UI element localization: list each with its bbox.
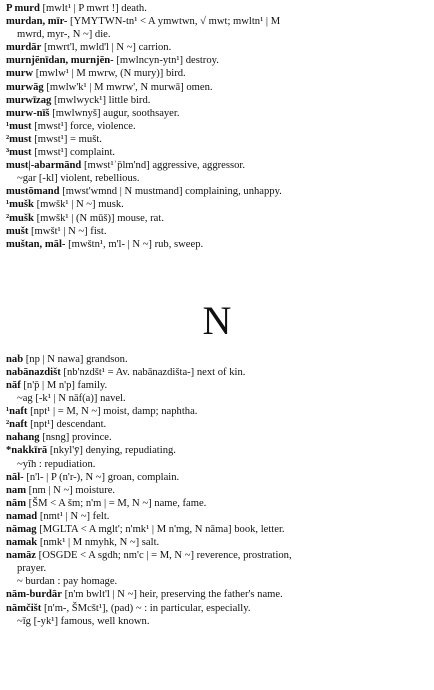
headword: nām-burdār	[6, 589, 62, 601]
entry-definition: [npt¹ | = M, N ~] moist, damp; naphtha.	[27, 406, 198, 418]
headword: murnjēnīdan, murnjēn-	[6, 55, 114, 67]
entry-definition: [mwst¹] force, violence.	[31, 120, 136, 132]
entry-definition: [OSGDE < A sgdh; nm'c | = M, N ~] reverence, prostration,	[36, 550, 292, 562]
entry-definition: [mwst¹ʾp̄lm'nd] aggressive, aggressor.	[81, 160, 245, 172]
headword: murw	[6, 68, 34, 80]
dictionary-entry	[6, 120, 428, 133]
dictionary-entry	[6, 510, 428, 523]
headword: ¹naft	[6, 406, 28, 418]
headword: nāl-	[6, 471, 24, 483]
continuation-text: ~ag [-k¹ | N nāf(a)] navel.	[17, 393, 126, 405]
dictionary-entry	[6, 379, 428, 392]
entry-definition: [mwst¹] complaint.	[31, 147, 116, 159]
entry-definition: [n'm bwlt'l | N ~] heir, preserving the father's name.	[61, 589, 283, 601]
headword: namak	[6, 537, 38, 549]
headword: murw-nīš	[6, 107, 50, 119]
dictionary-entry	[6, 366, 428, 379]
headword: nam	[6, 484, 27, 496]
dictionary-entry	[6, 497, 428, 510]
entry-continuation	[6, 562, 428, 575]
continuation-text: ~gar [-kl] violent, rebellious.	[17, 173, 140, 185]
letter-heading: N	[202, 297, 232, 343]
entry-definition: [mwrt'l, mwld'l | N ~] carrion.	[41, 42, 172, 54]
headword: namad	[6, 510, 38, 522]
entry-definition: [mwst'wmnd | N mustmand] complaining, unhappy.	[59, 186, 282, 198]
continuation-text: ~īg [-yk¹] famous, well known.	[17, 615, 150, 627]
entry-continuation	[6, 615, 428, 628]
dictionary-entry	[6, 146, 428, 159]
dictionary-entry	[6, 431, 428, 444]
headword: nahang	[6, 432, 40, 444]
section-gap	[6, 251, 428, 295]
dictionary-entry	[6, 2, 428, 15]
entry-definition: [mwlw¹ | M mwrw, (N mury)] bird.	[33, 68, 186, 80]
entry-definition: [mwštn¹, m'l- | N ~] rub, sweep.	[65, 238, 204, 250]
entry-definition: [npt¹] descendant.	[27, 419, 107, 431]
entry-definition: [nmt¹ | N ~] felt.	[37, 510, 110, 522]
entry-continuation	[6, 28, 428, 41]
entry-definition: [mwšt¹ | N ~] fist.	[28, 225, 107, 237]
headword: murdār	[6, 42, 42, 54]
entry-definition: [mwlncyn-ytn¹] destroy.	[113, 55, 219, 67]
dictionary-entry	[6, 159, 428, 172]
entry-continuation	[6, 458, 428, 471]
dictionary-entry	[6, 15, 428, 28]
entry-definition: [mwšk¹ | N ~] musk.	[33, 199, 124, 211]
entry-definition: [mwlwyck¹] little bird.	[51, 94, 151, 106]
dictionary-entry	[6, 536, 428, 549]
entry-definition: [nkyl'ȳ] denying, repudiating.	[47, 445, 176, 457]
headword: must|-abarmānd	[6, 160, 82, 172]
entry-definition: [n'l- | P (n'r-), N ~] groan, complain.	[23, 471, 180, 483]
dictionary-entry	[6, 418, 428, 431]
dictionary-entry	[6, 405, 428, 418]
entry-definition: [mwst¹] = mušt.	[31, 133, 102, 145]
entry-definition: [mwlt¹ | P mwrt !] death.	[39, 3, 147, 14]
headword: murdan, mīr-	[6, 16, 68, 28]
headword: ²mušk	[6, 212, 34, 224]
dictionary-entry	[6, 185, 428, 198]
dictionary-entry	[6, 81, 428, 94]
dictionary-entry	[6, 41, 428, 54]
entry-definition: [ŠM < A šm; n'm | = M, N ~] name, fame.	[26, 497, 207, 509]
entry-continuation	[6, 575, 428, 588]
headword: ¹mušk	[6, 199, 34, 211]
dictionary-entry	[6, 133, 428, 146]
headword: nāmčišt	[6, 602, 42, 614]
entry-continuation	[6, 392, 428, 405]
dictionary-entry	[6, 94, 428, 107]
headword: muštan, māl-	[6, 238, 66, 250]
entry-definition: [mwlwnyš] augur, soothsayer.	[49, 107, 180, 119]
headword: *nakkīrā	[6, 445, 48, 457]
headword: mustōmand	[6, 186, 60, 198]
entry-definition: [nb'nzdšt¹ = Av. nabānazdišta-] next of kin.	[60, 366, 246, 378]
headword: nab	[6, 353, 24, 365]
entry-continuation	[6, 172, 428, 185]
entry-definition: [n'm-, ŠMcšt¹], (pad) ~ : in particular, especially.	[41, 602, 251, 614]
headword: ¹must	[6, 120, 32, 132]
headword: ²naft	[6, 419, 28, 431]
dictionary-entry	[6, 444, 428, 457]
dictionary-entry	[6, 238, 428, 251]
entry-definition: [np | N nawa] grandson.	[23, 353, 128, 365]
dictionary-entry	[6, 588, 428, 601]
headword: mušt	[6, 225, 29, 237]
entry-definition: [YMYTWN-tn¹ < A ymwtwn, √ mwt; mwltn¹ | M	[67, 16, 281, 28]
section-n-entries	[6, 353, 428, 628]
dictionary-entry	[6, 107, 428, 120]
continuation-text: prayer.	[17, 563, 47, 575]
entry-definition: [mwšk¹ | (N mūš)] mouse, rat.	[33, 212, 164, 224]
continuation-text: ~ burdan : pay homage.	[17, 576, 118, 588]
entry-definition: [n'p̄ | M n'p] family.	[20, 379, 108, 391]
entry-definition: [nsng] province.	[39, 432, 112, 444]
headword: nāf	[6, 379, 21, 391]
headword: nāmag	[6, 524, 37, 535]
headword: nām	[6, 497, 27, 509]
entry-definition: [mwlw'k¹ | M mwrw', N murwā] omen.	[43, 81, 213, 93]
dictionary-entry	[6, 54, 428, 67]
dictionary-entry	[6, 67, 428, 80]
dictionary-entry	[6, 471, 428, 484]
headword: namāz	[6, 550, 37, 562]
entry-definition: [nm | N ~] moisture.	[26, 484, 116, 496]
dictionary-entry	[6, 523, 428, 536]
dictionary-entry	[6, 484, 428, 497]
dictionary-entry	[6, 602, 428, 615]
continuation-text: mwrd, myr-, N ~] die.	[17, 29, 111, 41]
dictionary-entry	[6, 198, 428, 211]
dictionary-entry	[6, 225, 428, 238]
section-m-entries	[6, 2, 428, 251]
continuation-text: ~yīh : repudiation.	[17, 458, 96, 470]
headword: P murd	[6, 3, 40, 14]
headword: murwīzag	[6, 94, 52, 106]
dictionary-entry	[6, 353, 428, 366]
headword: murwāg	[6, 81, 44, 93]
headword: ³must	[6, 147, 32, 159]
dictionary-entry	[6, 212, 428, 225]
dictionary-entry	[6, 549, 428, 562]
headword: nabānazdišt	[6, 366, 61, 378]
entry-definition: [MGLTA < A mglt'; n'mk¹ | M n'mg, N nāma] book, letter.	[36, 524, 285, 535]
headword: ²must	[6, 133, 32, 145]
entry-definition: [nmk¹ | M nmyhk, N ~] salt.	[37, 537, 160, 549]
